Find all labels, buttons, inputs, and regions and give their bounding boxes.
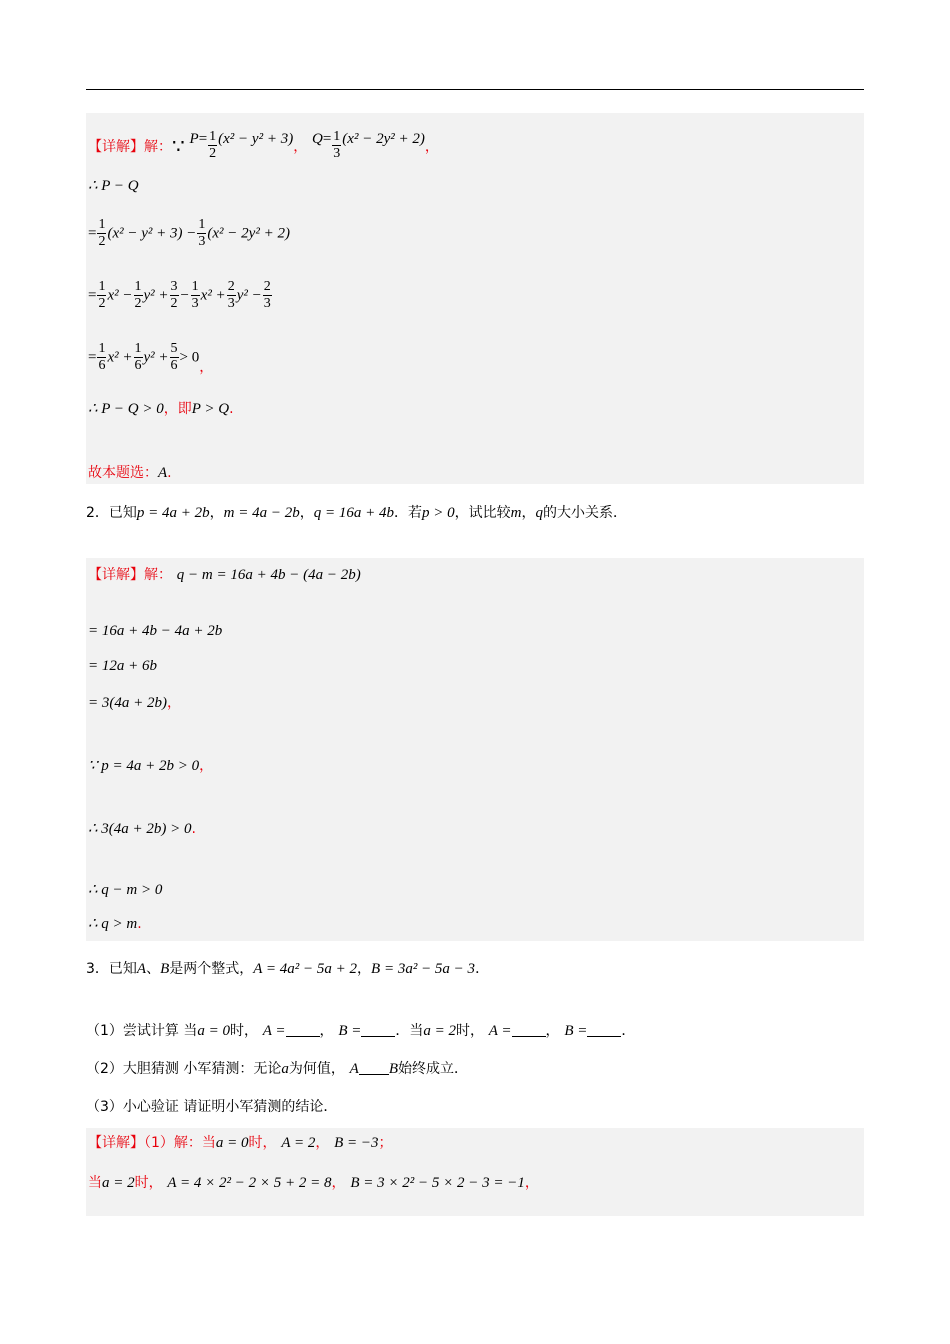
sol1-line-5: = $\frac{1}{6}$ x² + $\frac{1}{6}$ y² + $\frac{5}{6}$ > 0， <box>88 341 214 376</box>
var-A: A <box>349 1061 359 1077</box>
fraction: $\frac{2}{3}$ <box>263 279 271 311</box>
sol1-line-2: ∴ P − Q <box>88 178 139 194</box>
sol2-line-2: = 16a + 4b − 4a + 2b <box>88 623 223 639</box>
sol2-line-7: ∴ q − m > 0 <box>88 882 163 898</box>
sep: ， <box>315 1135 330 1151</box>
q2-expr-p: p = 4a + 2b <box>136 505 210 521</box>
sol2-line-1 <box>88 564 361 585</box>
expr-B: B = 3a² − 5a − 3 <box>371 961 476 977</box>
sol1-line-1 <box>88 129 439 162</box>
answer-label: 故本题选： <box>88 465 158 481</box>
solution-box-1 <box>86 113 864 484</box>
q2-text: 的大小关系． <box>542 505 627 521</box>
solution-box-3 <box>86 1128 864 1216</box>
detail-tag: 【详解】 <box>88 567 144 583</box>
period: . <box>191 821 196 837</box>
jie-label: 解： <box>144 139 172 155</box>
fraction: $\frac{1}{6}$ <box>98 341 106 373</box>
expr: q − m = 16a + 4b − (4a − 2b) <box>176 567 361 583</box>
frac-den: 3 <box>333 146 341 161</box>
fraction: $\frac{1}{3}$ <box>191 279 199 311</box>
semicolon: ； <box>378 1135 393 1151</box>
var-A: A <box>136 961 147 977</box>
term: y² + <box>143 287 169 304</box>
P-expression: (x² − y² + 3) <box>218 131 294 147</box>
sep: ， <box>357 961 372 977</box>
answer-blank-A0[interactable] <box>286 1022 320 1037</box>
var-B: B <box>160 961 170 977</box>
B-eq: B = <box>338 1023 362 1039</box>
sol2-line-4 <box>88 692 181 713</box>
detail-tag: 【详解】 <box>88 139 144 155</box>
cond-a0: a = 0 <box>215 1135 249 1151</box>
sol1-line-6 <box>88 398 234 419</box>
var-B: B <box>388 1061 398 1077</box>
B-eq: B = <box>564 1023 588 1039</box>
fraction: $\frac{1}{6}$ <box>134 341 142 373</box>
period: ． <box>475 961 490 977</box>
fraction: $\frac{1}{2}$ <box>134 279 142 311</box>
comma: ， <box>166 695 181 711</box>
sol3-text: 时， <box>134 1175 163 1191</box>
q3-part3-text: （3）小心验证 请证明小军猜测的结论． <box>86 1099 338 1115</box>
sol1-line-3 <box>88 217 290 250</box>
answer-blank-B0[interactable] <box>361 1022 395 1037</box>
q3-text: 时， <box>229 1023 258 1039</box>
sep: ， <box>209 505 224 521</box>
q3-text: 始终成立． <box>397 1061 468 1077</box>
fraction-third <box>332 129 341 162</box>
A-eq: A = <box>262 1023 286 1039</box>
q3-part2-text: （2）大胆猜测 小军猜测：无论 <box>86 1061 282 1077</box>
frac-num: 1 <box>198 217 206 232</box>
sep: ， <box>319 1023 334 1039</box>
sol2-line-8 <box>88 913 142 934</box>
q2-expr-q: q = 16a + 4b <box>313 505 394 521</box>
fraction: $\frac{3}{2}$ <box>170 279 178 311</box>
frac-den: 2 <box>209 146 217 161</box>
term: x² − <box>107 287 133 304</box>
because-symbol: ∵ <box>172 136 185 158</box>
q3-text: 为何值， <box>288 1061 345 1077</box>
q3-prefix: 3．已知 <box>86 961 137 977</box>
sol1-line-7 <box>88 462 172 483</box>
term: x² + <box>107 349 133 366</box>
ji-text: ，即 <box>163 401 192 417</box>
sol3-line-2 <box>88 1172 539 1193</box>
q3-text: ．当 <box>395 1023 424 1039</box>
solution-box-2 <box>86 558 864 941</box>
period: . <box>167 465 172 481</box>
var-a: a <box>281 1061 289 1077</box>
sep: ， <box>331 1175 346 1191</box>
answer-blank-B2[interactable] <box>587 1022 621 1037</box>
detail-tag: 【详解】 <box>88 1135 144 1151</box>
term: x² + <box>200 287 226 304</box>
header-rule <box>86 89 864 90</box>
term: y² − <box>236 287 262 304</box>
fraction-third <box>197 217 206 250</box>
expr: ∴ q > m <box>88 916 138 932</box>
period: . <box>229 401 234 417</box>
question-3-intro <box>86 958 489 979</box>
frac-num: 1 <box>98 217 106 232</box>
B-calc: B = 3 × 2² − 5 × 2 − 3 = −1 <box>350 1175 525 1191</box>
q2-condition: p > 0 <box>422 505 455 521</box>
question-2 <box>86 502 627 523</box>
B-value: B = −3 <box>334 1135 379 1151</box>
comma: ， <box>424 139 439 155</box>
q2-text: ，试比较 <box>454 505 511 521</box>
expr-A: A = 4a² − 5a + 2 <box>253 961 358 977</box>
answer-value: A <box>158 465 168 481</box>
sol3-text: （1）解：当 <box>144 1135 216 1151</box>
comma: ， <box>293 139 308 155</box>
A-calc: A = 4 × 2² − 2 × 5 + 2 = 8 <box>167 1175 332 1191</box>
comma: ， <box>199 359 214 376</box>
expr-part: (x² − y² + 3) − <box>107 225 197 242</box>
expr: ∵ p = 4a + 2b > 0 <box>88 758 200 774</box>
answer-blank-compare[interactable] <box>359 1060 389 1075</box>
sep: ， <box>299 505 314 521</box>
fraction: $\frac{5}{6}$ <box>170 341 178 373</box>
comma: ， <box>524 1175 539 1191</box>
sep: 、 <box>146 961 161 977</box>
sol3-text: 当 <box>88 1175 102 1191</box>
A-eq: A = <box>488 1023 512 1039</box>
sep: ， <box>545 1023 560 1039</box>
q3-part1-text: （1）尝试计算 当 <box>86 1023 198 1039</box>
period: . <box>137 916 142 932</box>
frac-den: 2 <box>98 234 106 249</box>
sol2-line-5 <box>88 755 213 776</box>
eq-sign: = <box>88 225 97 242</box>
question-3-part-1 <box>86 1020 635 1041</box>
sol3-line-1 <box>88 1132 393 1153</box>
term: − <box>179 287 190 304</box>
fraction-half <box>208 129 217 162</box>
question-3-part-3 <box>86 1096 337 1117</box>
var-P: P <box>189 131 199 147</box>
jie-label: 解： <box>144 567 172 583</box>
cond-a2: a = 2 <box>102 1175 135 1191</box>
q2-text: ．若 <box>394 505 422 521</box>
frac-num: 1 <box>209 129 217 144</box>
sep: ， <box>521 505 536 521</box>
q3-text: 是两个整式， <box>169 961 254 977</box>
fraction: $\frac{2}{3}$ <box>227 279 235 311</box>
frac-den: 3 <box>198 234 206 249</box>
expr-part: (x² − 2y² + 2) <box>207 225 290 242</box>
A-value: A = 2 <box>281 1135 316 1151</box>
answer-blank-A2[interactable] <box>512 1022 546 1037</box>
q2-expr-m: m = 4a − 2b <box>223 505 300 521</box>
frac-num: 1 <box>333 129 341 144</box>
sol1-line-4: = $\frac{1}{2}$ x² − $\frac{1}{2}$ y² + $\frac{3}{2}$ − $\frac{1}{3}$ x² + $\frac{2}{3}$ y² − $\frac{2}{3}$ <box>88 279 271 311</box>
term: > 0 <box>179 349 200 366</box>
term: y² + <box>143 349 169 366</box>
expr: ∴ 3(4a + 2b) > 0 <box>88 821 192 837</box>
fraction: $\frac{1}{2}$ <box>98 279 106 311</box>
cond-a2: a = 2 <box>423 1023 456 1039</box>
eq-sign: = <box>322 131 332 147</box>
q2-var-q: q <box>535 505 543 521</box>
cond-a0: a = 0 <box>197 1023 230 1039</box>
period: ． <box>621 1023 636 1039</box>
eq-sign: = <box>198 131 208 147</box>
sol2-line-3: = 12a + 6b <box>88 658 157 674</box>
sol3-text: 时， <box>248 1135 277 1151</box>
var-Q: Q <box>311 131 323 147</box>
q3-text: 时， <box>455 1023 484 1039</box>
question-3-part-2 <box>86 1058 468 1079</box>
inequality-PQ: P > Q <box>191 401 230 417</box>
q2-var-m: m <box>510 505 522 521</box>
inequality: ∴ P − Q > 0 <box>88 401 164 417</box>
sol2-line-6 <box>88 818 196 839</box>
q2-prefix: 2．已知 <box>86 505 137 521</box>
comma: ， <box>199 758 214 774</box>
Q-expression: (x² − 2y² + 2) <box>342 131 425 147</box>
fraction-half <box>97 217 106 250</box>
expr: = 3(4a + 2b) <box>88 695 167 711</box>
